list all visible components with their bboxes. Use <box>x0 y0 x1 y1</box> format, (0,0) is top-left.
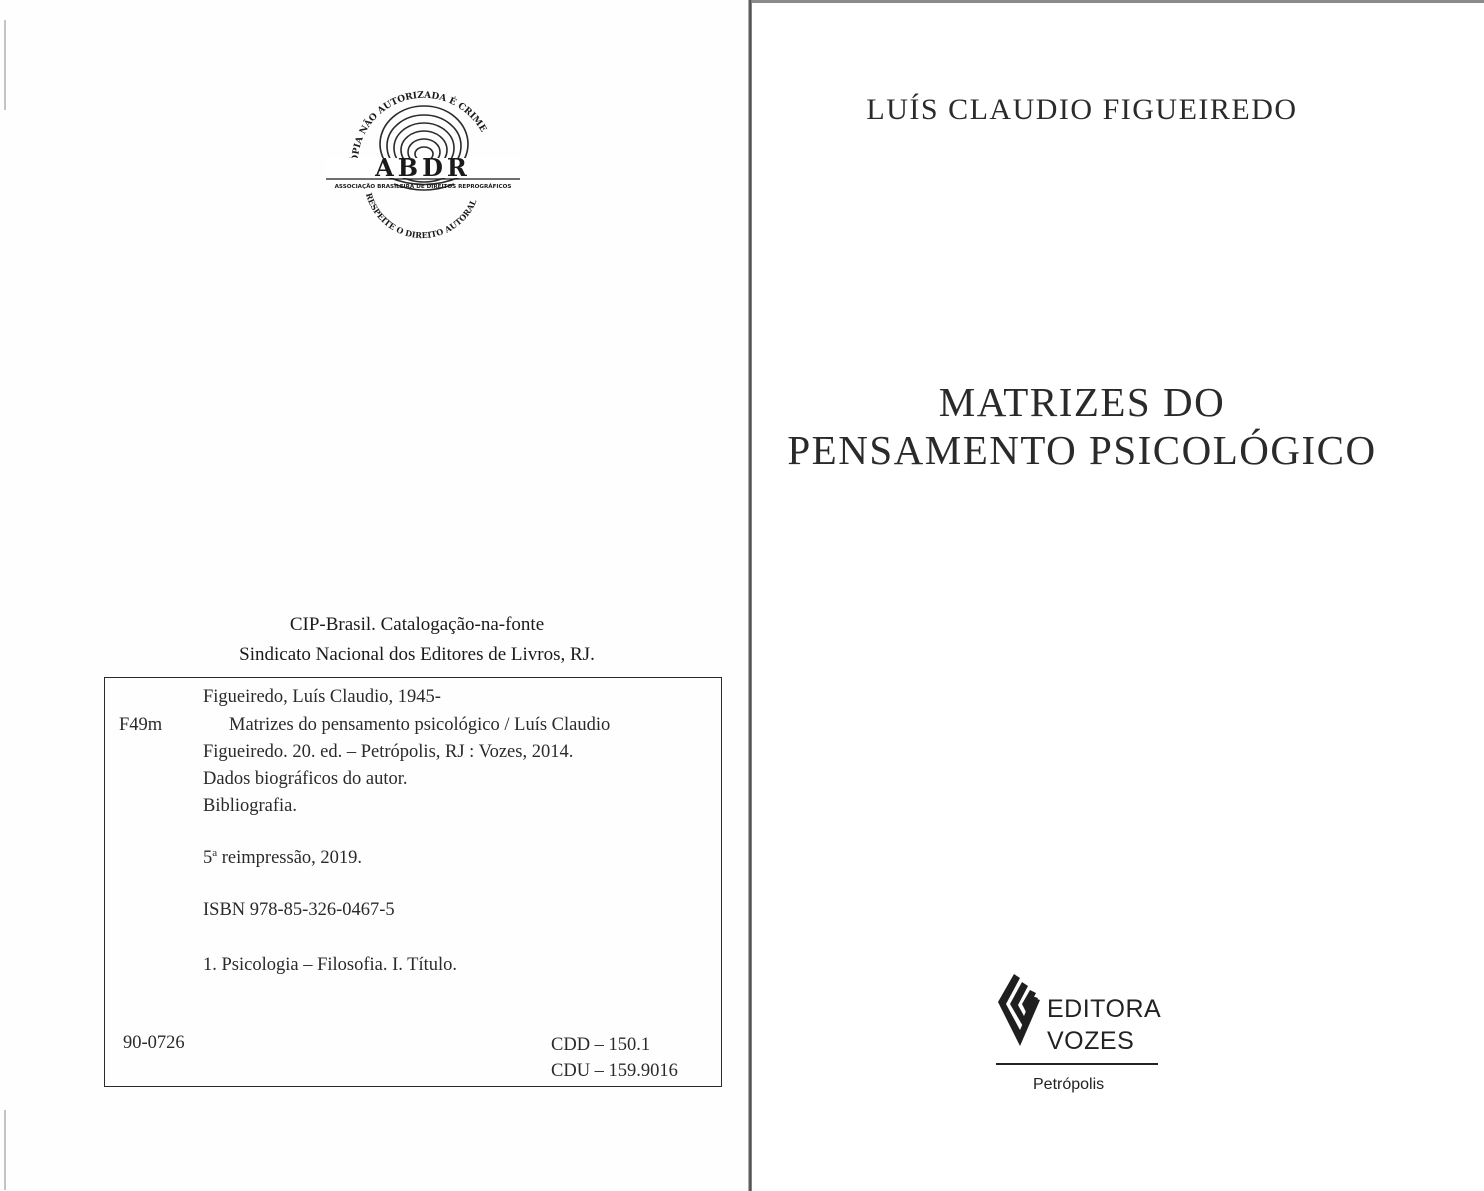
page-top-edge <box>752 0 1484 3</box>
cip-reprint <box>203 847 362 869</box>
cip-subjects: 1. Psicologia – Filosofia. I. Título. <box>203 955 458 975</box>
editora-vozes-logo-icon <box>996 972 1044 1048</box>
cip-author-entry: Figueiredo, Luís Claudio, 1945- <box>203 687 441 707</box>
book-author: LUÍS CLAUDIO FIGUEIREDO <box>866 93 1298 126</box>
publisher-name: VOZES <box>1047 1027 1135 1055</box>
cip-header-publisher: Sindicato Nacional dos Editores de Livros, RJ. <box>239 644 595 665</box>
cip-header-title: CIP-Brasil. Catalogação-na-fonte <box>289 614 545 635</box>
cip-record-id: 90-0726 <box>123 1033 185 1053</box>
svg-text:RESPEITE O DIREITO AUTORAL: RESPEITE O DIREITO AUTORAL <box>363 191 479 241</box>
cip-title-line: Figueiredo. 20. ed. – Petrópolis, RJ : Vozes, 2014. <box>203 742 574 762</box>
cip-call-number: F49m <box>119 715 163 735</box>
svg-text:ASSOCIAÇÃO BRASILEIRA DE DIREI: ASSOCIAÇÃO BRASILEIRA DE DIREITOS REPROGRÁFICOS <box>334 184 512 190</box>
cip-cdu: CDU – 159.9016 <box>551 1061 678 1081</box>
publisher-divider <box>996 1063 1158 1065</box>
cip-note: Bibliografia. <box>203 796 298 816</box>
book-title-line: PENSAMENTO PSICOLÓGICO <box>787 427 1377 473</box>
cip-cdd: CDD – 150.1 <box>551 1035 651 1055</box>
cip-reprint-ordinal: a <box>212 847 218 859</box>
book-gutter <box>748 0 752 1191</box>
publisher-name: EDITORA <box>1047 995 1162 1023</box>
scan-edge-mark <box>4 20 6 110</box>
abdr-seal-logo <box>318 82 530 242</box>
cip-isbn: ISBN 978-85-326-0467-5 <box>203 900 395 920</box>
cip-title-line: Matrizes do pensamento psicológico / Luís Claudio <box>229 715 611 735</box>
cip-note: Dados biográficos do autor. <box>203 769 408 789</box>
cip-reprint-text: reimpressão, 2019. <box>217 848 363 869</box>
book-title-line: MATRIZES DO <box>938 379 1226 425</box>
svg-text:CÓPIA NÃO AUTORIZADA É CRIME: PIA NÃO AUTORIZADA É CRIME <box>351 90 488 156</box>
cip-catalog-card <box>104 677 722 1087</box>
publisher-city: Petrópolis <box>1033 1076 1105 1093</box>
cip-reprint-number: 5 <box>203 848 213 869</box>
svg-text:ABDR: ABDR <box>375 153 471 182</box>
scan-edge-mark <box>4 1110 6 1190</box>
